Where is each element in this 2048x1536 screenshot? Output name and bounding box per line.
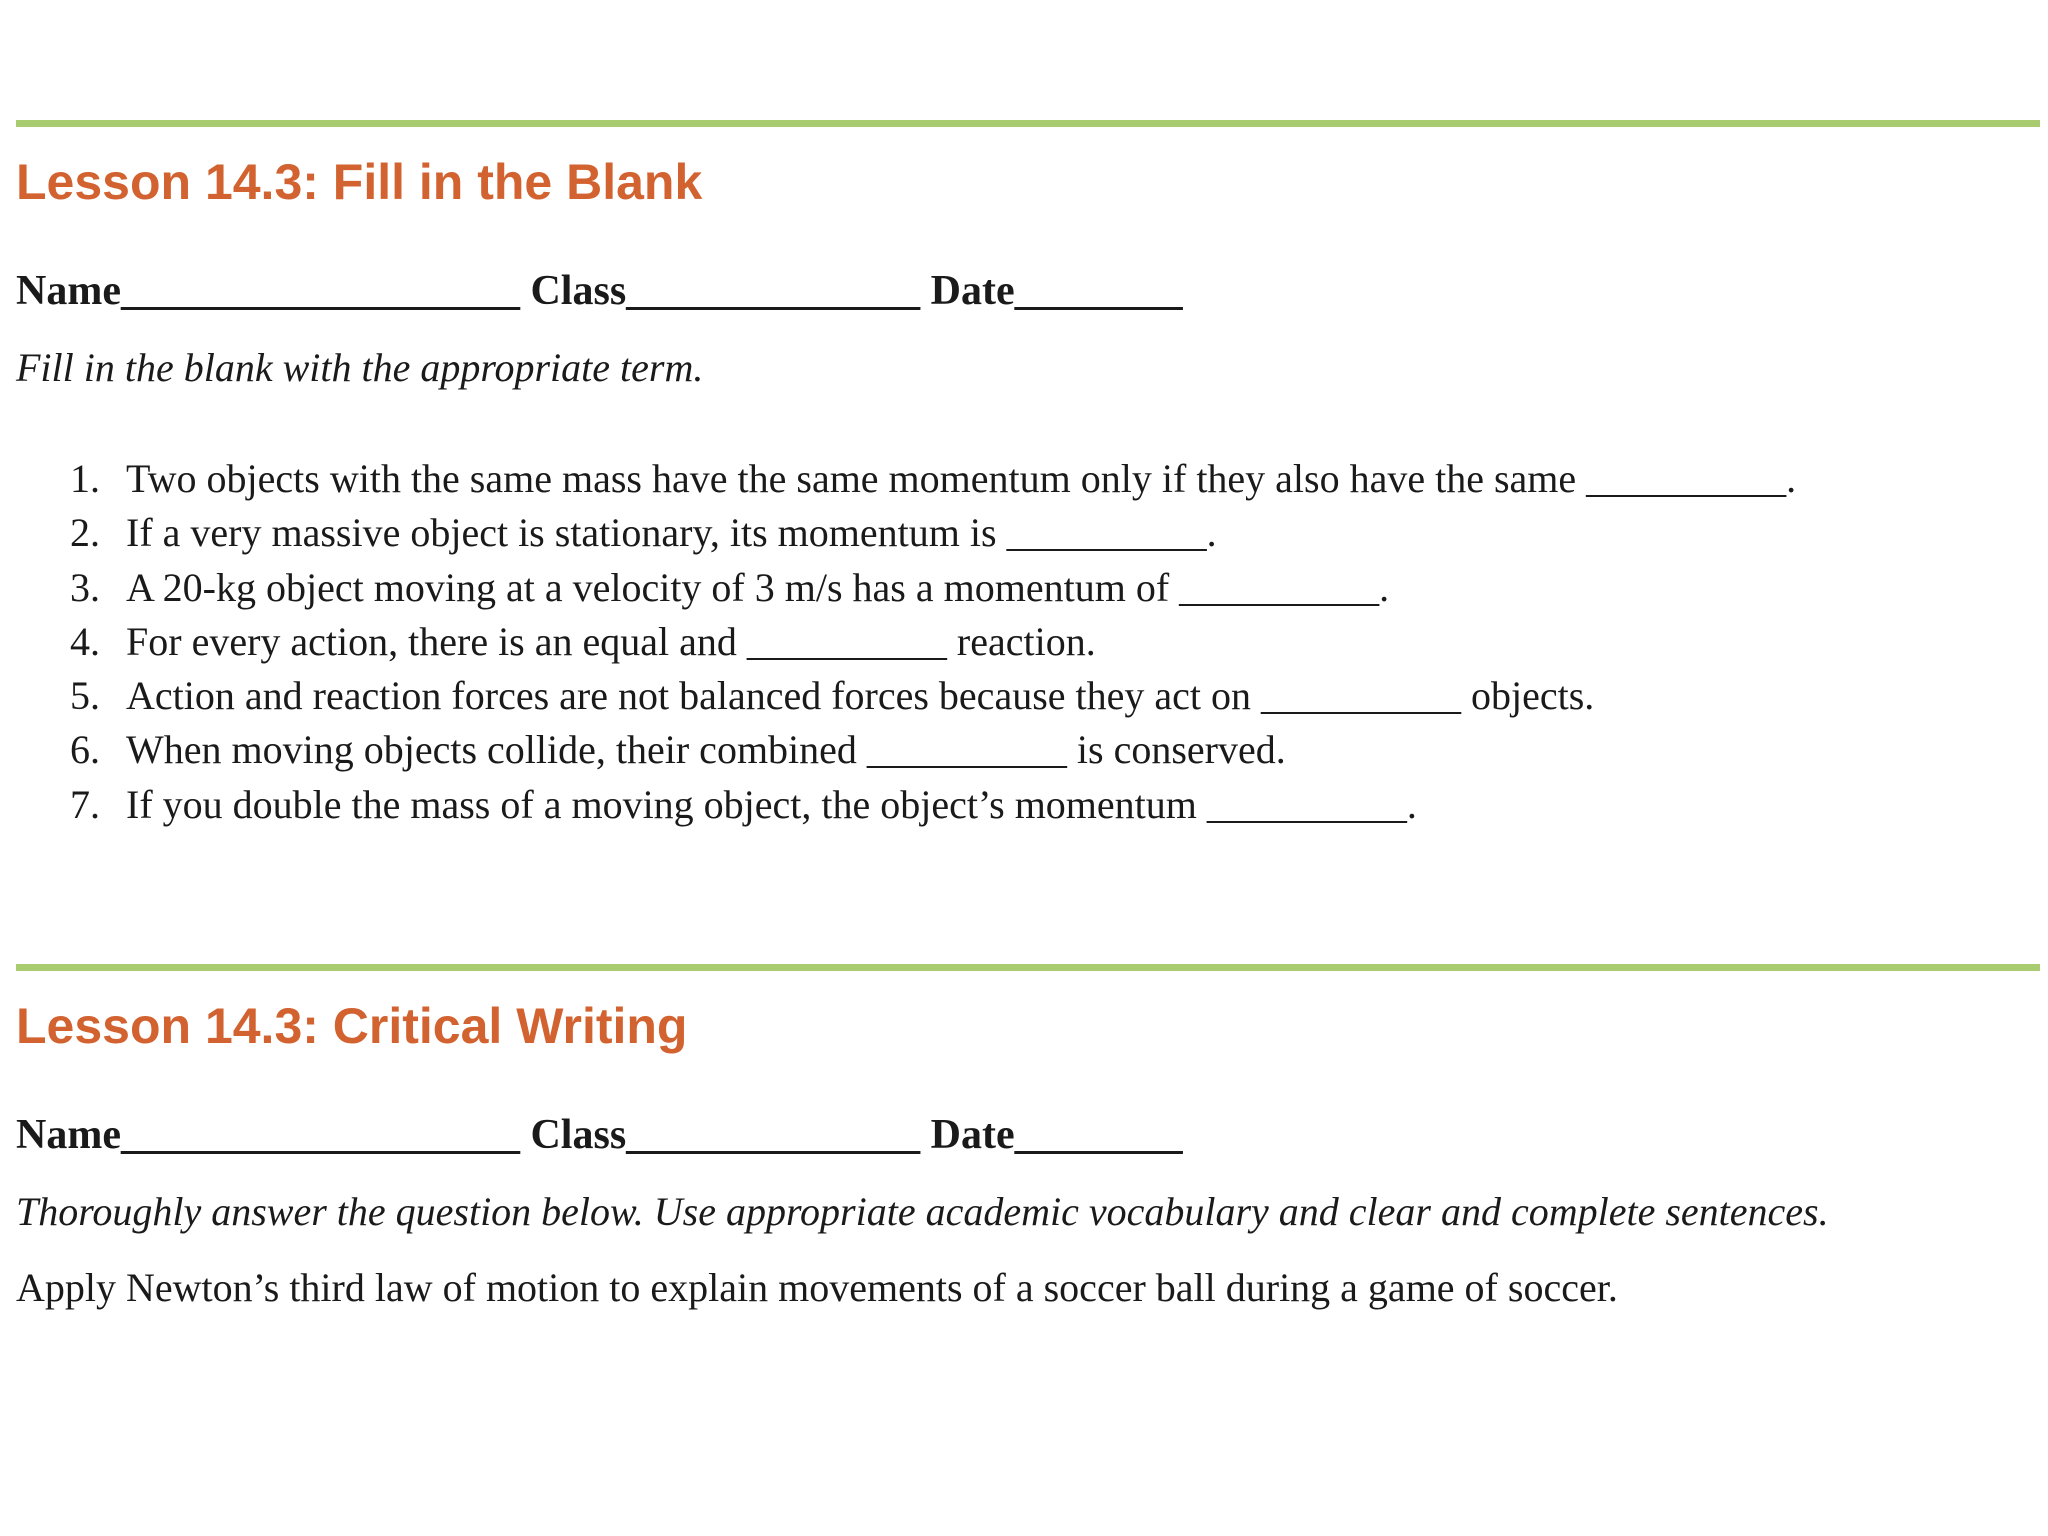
question-text: Action and reaction forces are not balanced forces because they act on __________ objects. <box>126 673 1595 719</box>
instruction-text: Fill in the blank with the appropriate term. <box>16 345 704 390</box>
date-field: Date________ <box>930 1112 1183 1158</box>
name-field: Name___________________ <box>16 1112 520 1158</box>
question-text: Two objects with the same mass have the same momentum only if they also have the same __________. <box>126 456 1797 501</box>
question-item <box>60 615 1796 669</box>
question-item <box>60 506 1796 560</box>
question-item <box>60 778 1796 832</box>
section-divider <box>16 120 2040 127</box>
class-field: Class______________ <box>530 1112 921 1158</box>
question-number: 5. <box>70 673 100 719</box>
question-item <box>60 452 1796 506</box>
name-class-date-line <box>16 1114 1183 1156</box>
question-item <box>60 723 1796 777</box>
question-number: 6. <box>70 727 100 773</box>
question-text: If you double the mass of a moving object, the object’s momentum __________. <box>126 781 1417 827</box>
writing-prompt: Apply Newton’s third law of motion to explain movements of a soccer ball during a game of soccer. <box>16 1265 1618 1310</box>
instruction-text: Thoroughly answer the question below. Use appropriate academic vocabulary and clear and complete sentences. <box>16 1189 1829 1234</box>
question-number: 2. <box>70 510 100 556</box>
question-text: For every action, there is an equal and __________ reaction. <box>126 618 1096 664</box>
question-number: 1. <box>70 456 100 501</box>
name-class-date-line <box>16 270 1183 312</box>
question-item <box>60 669 1796 723</box>
class-field: Class______________ <box>530 268 921 314</box>
section-title: Lesson 14.3: Fill in the Blank <box>16 154 703 210</box>
question-number: 3. <box>70 564 100 610</box>
question-text: A 20-kg object moving at a velocity of 3 m/s has a momentum of __________. <box>126 564 1390 610</box>
date-field: Date________ <box>930 268 1183 314</box>
name-field: Name___________________ <box>16 268 520 314</box>
question-item <box>60 561 1796 615</box>
section-title: Lesson 14.3: Critical Writing <box>16 998 688 1054</box>
question-list <box>60 452 1796 832</box>
question-text: If a very massive object is stationary, its momentum is __________. <box>126 510 1217 556</box>
question-number: 7. <box>70 781 100 827</box>
section-divider <box>16 964 2040 971</box>
question-number: 4. <box>70 618 100 664</box>
question-text: When moving objects collide, their combined __________ is conserved. <box>126 727 1286 773</box>
